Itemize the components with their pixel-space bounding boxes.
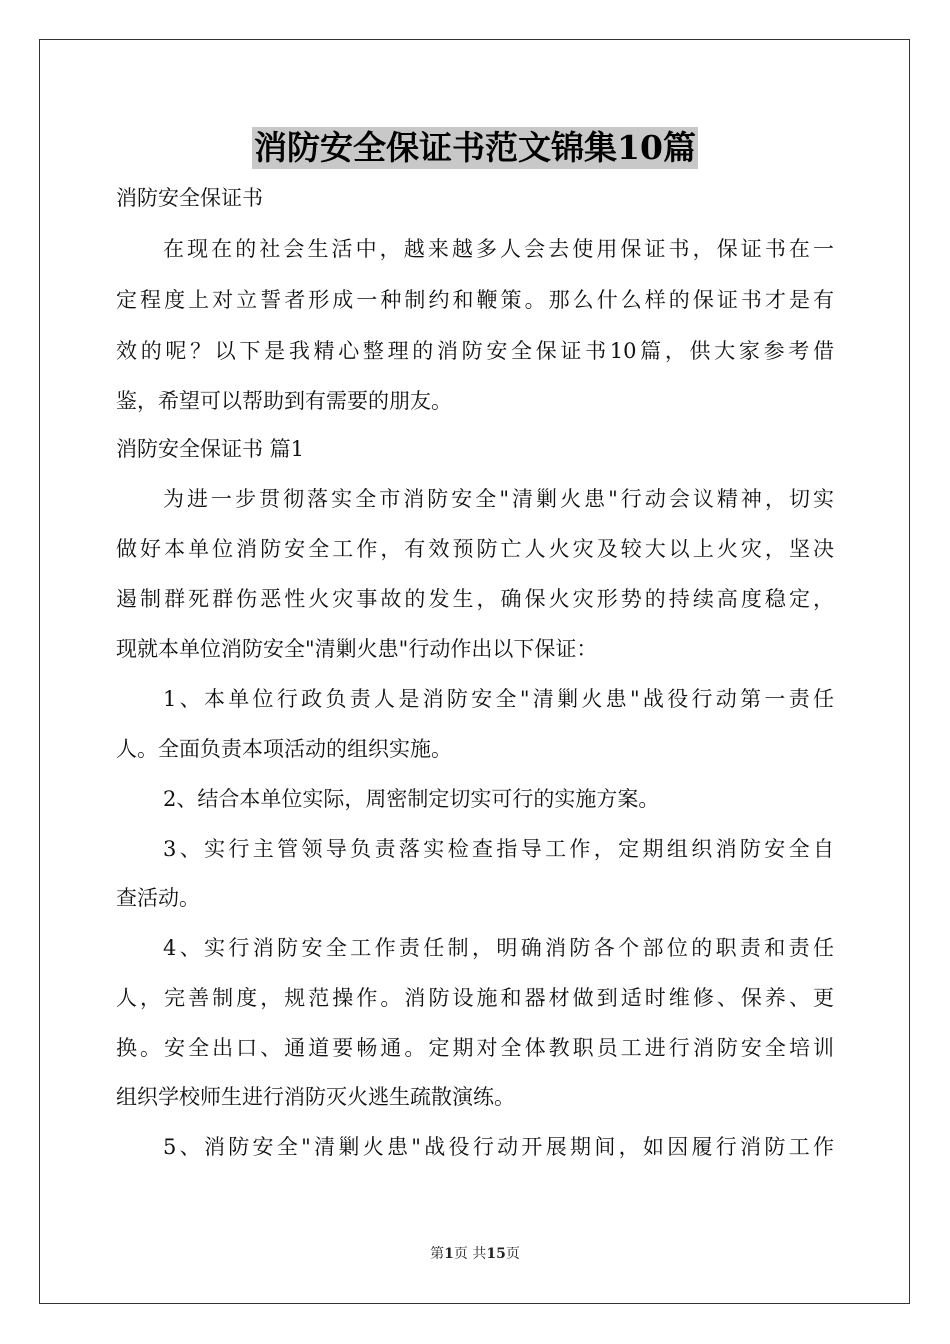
footer-page-number: 1 — [444, 1246, 454, 1262]
paragraph-line: 效的呢？以下是我精心整理的消防安全保证书10篇，供大家参考借 — [116, 339, 834, 363]
paragraph-line: 5、消防安全"清剿火患"战役行动开展期间，如因履行消防工作 — [163, 1135, 834, 1159]
footer-total-pages: 15 — [486, 1246, 506, 1262]
paragraph-line: 3、实行主管领导负责落实检查指导工作，定期组织消防安全自 — [163, 837, 834, 861]
paragraph-line: 遏制群死群伤恶性火灾事故的发生，确保火灾形势的持续高度稳定， — [116, 587, 834, 611]
paragraph-line: 1、本单位行政负责人是消防安全"清剿火患"战役行动第一责任 — [163, 687, 834, 711]
paragraph-line: 在现在的社会生活中，越来越多人会去使用保证书，保证书在一 — [163, 237, 834, 261]
paragraph-line: 组织学校师生进行消防灭火逃生疏散演练。 — [116, 1085, 515, 1109]
paragraph-line: 定程度上对立誓者形成一种制约和鞭策。那么什么样的保证书才是有 — [116, 288, 834, 312]
paragraph-line: 鉴，希望可以帮助到有需要的朋友。 — [116, 389, 452, 413]
footer-mid: 页 共 — [453, 1246, 487, 1262]
paragraph-line: 人，完善制度，规范操作。消防设施和器材做到适时维修、保养、更 — [116, 986, 834, 1010]
paragraph-line: 4、实行消防安全工作责任制，明确消防各个部位的职责和责任 — [163, 936, 834, 960]
section-heading: 消防安全保证书 — [116, 186, 263, 210]
paragraph-line: 2、结合本单位实际，周密制定切实可行的实施方案。 — [163, 787, 660, 811]
paragraph-line: 为进一步贯彻落实全市消防安全"清剿火患"行动会议精神，切实 — [163, 487, 834, 511]
page-footer — [0, 1244, 950, 1264]
document-title: 消防安全保证书范文锦集10篇 — [254, 128, 696, 167]
footer-prefix: 第 — [430, 1246, 445, 1262]
paragraph-line: 查活动。 — [116, 886, 200, 910]
paragraph-line: 做好本单位消防安全工作，有效预防亡人火灾及较大以上火灾，坚决 — [116, 537, 834, 561]
title-wrap — [116, 127, 834, 169]
page-border — [39, 39, 910, 1304]
paragraph-line: 现就本单位消防安全"清剿火患"行动作出以下保证： — [116, 637, 598, 661]
paragraph-line: 换。安全出口、通道要畅通。定期对全体教职员工进行消防安全培训 — [116, 1036, 834, 1060]
footer-suffix: 页 — [505, 1246, 520, 1262]
section-heading: 消防安全保证书 篇1 — [116, 437, 305, 461]
paragraph-line: 人。全面负责本项活动的组织实施。 — [116, 737, 452, 761]
